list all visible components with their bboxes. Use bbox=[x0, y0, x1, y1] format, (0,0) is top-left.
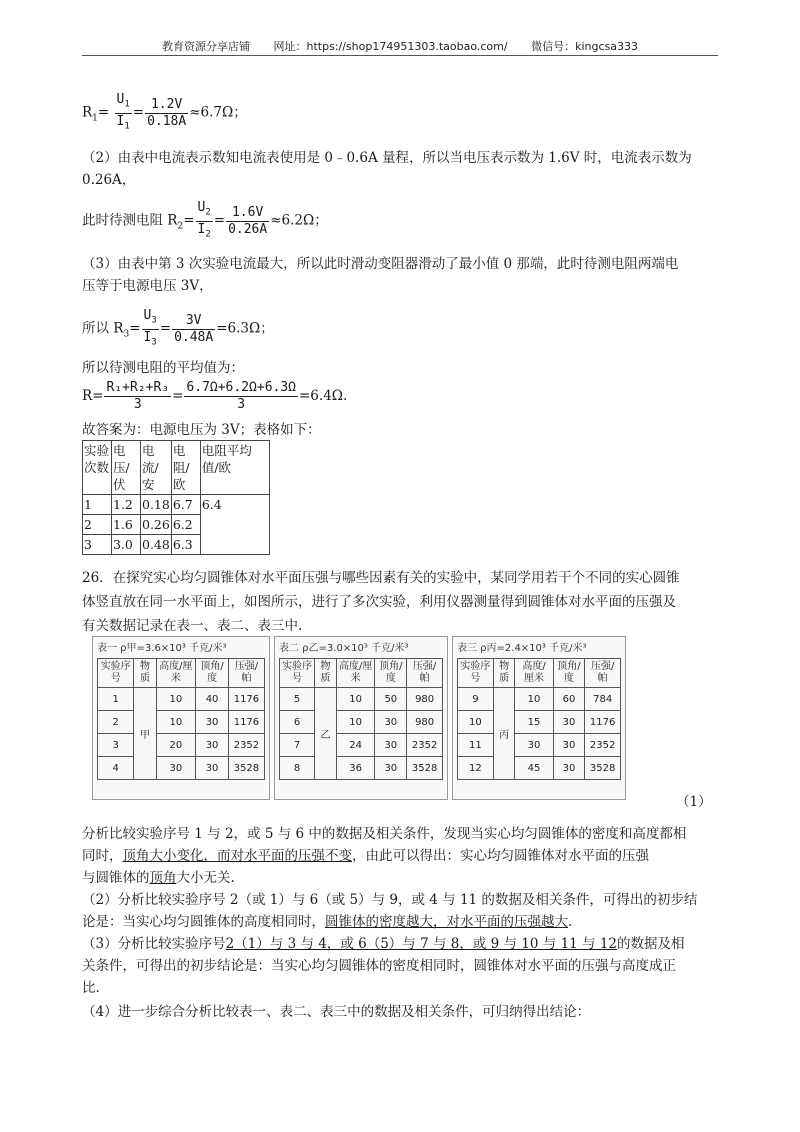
material-cell: 乙 bbox=[315, 688, 337, 780]
a1-line-1: 分析比较实验序号 1 与 2，或 5 与 6 中的数据及相关条件，发现当实心均匀圆锥体的密度和高度都相 bbox=[82, 826, 687, 842]
fraction-values: $\frac{1.2V}{0.18A}$ bbox=[147, 96, 187, 129]
cell: 30 bbox=[553, 711, 585, 734]
fraction: $\frac{U_2}{I_2}$ bbox=[197, 200, 211, 240]
cell: 1 bbox=[83, 495, 112, 515]
table-header-row bbox=[458, 659, 621, 688]
header-cell: 顶角/度 bbox=[553, 659, 585, 688]
answer-line: 故答案为：电源电压为 3V；表格如下： bbox=[82, 422, 321, 438]
table-row bbox=[458, 688, 621, 711]
wechat-id: 微信号：kingcsa333 bbox=[531, 40, 638, 53]
cell: 1176 bbox=[585, 711, 621, 734]
table-caption: 表二 ρ乙=3.0×10³ 千克/米³ bbox=[279, 643, 409, 654]
fraction: $\frac{U_3}{I_3}$ bbox=[143, 308, 157, 348]
fraction: $\frac{\text{R₁+R₂+R₃}}{3}$ bbox=[106, 380, 170, 412]
cell: 15 bbox=[515, 711, 553, 734]
material-cell: 甲 bbox=[134, 688, 156, 780]
header-cell: 物质 bbox=[134, 659, 156, 688]
cell: 9 bbox=[458, 688, 494, 711]
a1-line-3: 与圆锥体的顶角大小无关. bbox=[82, 870, 235, 886]
fraction-values: $\frac{3V}{0.48A}$ bbox=[174, 312, 214, 345]
a4-line: （4）进一步综合分析比较表一、表二、表三中的数据及相关条件，可归纳得出结论： bbox=[82, 1004, 591, 1020]
cell: 2 bbox=[98, 711, 134, 734]
cell: 10 bbox=[156, 711, 196, 734]
cell: 24 bbox=[336, 734, 375, 757]
table-header-row bbox=[83, 441, 270, 495]
fraction: $\frac{U_1}{I_1}$ bbox=[116, 92, 130, 132]
table-row bbox=[280, 757, 443, 780]
avg-cell: 6.4 bbox=[200, 495, 269, 555]
avg-line: 所以待测电阻的平均值为： bbox=[82, 360, 244, 376]
q26-line-1: 26．在探究实心均匀圆锥体对水平面压强与哪些因素有关的实验中，某同学用若干个不同的实心圆锥 bbox=[82, 570, 680, 586]
a3-line-2: 关条件，可得出的初步结论是：当实心均匀圆锥体的密度相同时，圆锥体对水平面的压强与高度成正 bbox=[82, 958, 676, 974]
calc-r1: $R_1=$ $\frac{U_1}{I_1}$ = $\frac{1.2V}{0.18A}$ ≈6.7Ω； bbox=[82, 92, 247, 134]
table-row bbox=[98, 711, 265, 734]
cell: 0.26 bbox=[141, 515, 172, 535]
cell: 10 bbox=[156, 688, 196, 711]
cell: 10 bbox=[458, 711, 494, 734]
cell: 1176 bbox=[228, 711, 264, 734]
answer-blank: 圆锥体的密度越大，对水平面的压强越大 bbox=[325, 914, 568, 930]
cell: 2352 bbox=[228, 734, 264, 757]
cell: 10 bbox=[336, 688, 375, 711]
table-header-row bbox=[98, 659, 265, 688]
cell: 10 bbox=[515, 688, 553, 711]
cell: 3528 bbox=[407, 757, 443, 780]
cell: 1 bbox=[98, 688, 134, 711]
header-rule bbox=[82, 55, 718, 56]
cell: 50 bbox=[375, 688, 407, 711]
shop-url: 网址：https://shop174951303.taobao.com/ bbox=[273, 40, 508, 53]
cell: 1.2 bbox=[112, 495, 141, 515]
header-cell: 实验次数 bbox=[83, 441, 112, 495]
cell: 45 bbox=[515, 757, 553, 780]
cell: 3528 bbox=[228, 757, 264, 780]
cell: 2352 bbox=[407, 734, 443, 757]
cell: 30 bbox=[553, 734, 585, 757]
table-row bbox=[98, 757, 265, 780]
cell: 60 bbox=[553, 688, 585, 711]
header-cell: 顶角/度 bbox=[196, 659, 229, 688]
cell: 1.6 bbox=[112, 515, 141, 535]
header-cell: 实验序号 bbox=[98, 659, 134, 688]
table-row bbox=[280, 734, 443, 757]
q26-line-2: 体竖直放在同一水平面上，如图所示，进行了多次实验，利用仪器测量得到圆锥体对水平面的压强及 bbox=[82, 594, 676, 610]
header-cell: 顶角/度 bbox=[375, 659, 407, 688]
header-cell: 物质 bbox=[315, 659, 337, 688]
calc-r2: 此时待测电阻 $R_2=$ $\frac{U_2}{I_2}$ = $\frac{1.6V}{0.26A}$ ≈6.2Ω； bbox=[82, 200, 328, 242]
answer-blank: 2（1）与 3 与 4，或 6（5）与 7 与 8，或 9 与 10 与 11 与 12 bbox=[225, 936, 618, 952]
a2-line-1: （2）分析比较实验序号 2（或 1）与 6（或 5）与 9，或 4 与 11 的数据及相关条件，可得出的初步结 bbox=[82, 892, 698, 908]
page-header bbox=[0, 38, 800, 54]
table-caption: 表三 ρ丙=2.4×10³ 千克/米³ bbox=[457, 643, 587, 654]
table-row bbox=[83, 495, 270, 515]
para-2b: 0.26A， bbox=[82, 172, 136, 188]
fraction-values: $\frac{1.6V}{0.26A}$ bbox=[228, 204, 268, 237]
cell: 30 bbox=[196, 757, 229, 780]
cell: 3 bbox=[98, 734, 134, 757]
cell: 30 bbox=[553, 757, 585, 780]
cell: 2 bbox=[83, 515, 112, 535]
cell: 0.18 bbox=[141, 495, 172, 515]
header-cell: 电流/安 bbox=[141, 441, 172, 495]
para-3: （3）由表中第 3 次实验电流最大，所以此时滑动变阻器滑动了最小值 0 那端，此时待测电阻两端电 bbox=[82, 256, 679, 272]
cell: 0.48 bbox=[141, 535, 172, 555]
cell: 20 bbox=[156, 734, 196, 757]
cell: 6 bbox=[280, 711, 315, 734]
table-row bbox=[280, 711, 443, 734]
table-row bbox=[98, 734, 265, 757]
cell: 30 bbox=[375, 711, 407, 734]
answer-blank: 顶角大小变化，而对水平面的压强不变 bbox=[122, 848, 352, 864]
cell: 1176 bbox=[228, 688, 264, 711]
answer-blank: 顶角 bbox=[149, 870, 177, 886]
table-row bbox=[280, 688, 443, 711]
cell: 5 bbox=[280, 688, 315, 711]
q26-line-3: 有关数据记录在表一、表二、表三中. bbox=[82, 618, 303, 634]
data-table-3 bbox=[452, 636, 626, 800]
cell: 36 bbox=[336, 757, 375, 780]
header-cell: 物质 bbox=[493, 659, 515, 688]
a1-line-2: 同时，顶角大小变化，而对水平面的压强不变，由此可以得出：实心均匀圆锥体对水平面的压强 bbox=[82, 848, 649, 864]
cell: 980 bbox=[407, 711, 443, 734]
table-row bbox=[98, 688, 265, 711]
header-cell: 电压/伏 bbox=[112, 441, 141, 495]
cell: 3 bbox=[83, 535, 112, 555]
a2-line-2: 论是：当实心均匀圆锥体的高度相同时，圆锥体的密度越大，对水平面的压强越大. bbox=[82, 914, 573, 930]
fig-mark: （1） bbox=[676, 794, 712, 810]
calc-avg: R= $\frac{\text{R₁+R₂+R₃}}{3}$ = $\frac{6.7\Omega+6.2\Omega+6.3\Omega}{3}$ =6.4Ω. bbox=[82, 380, 348, 412]
cell: 6.3 bbox=[171, 535, 200, 555]
cell: 7 bbox=[280, 734, 315, 757]
header-cell: 高度/厘米 bbox=[156, 659, 196, 688]
shop-name: 教育资源分享店铺 bbox=[162, 40, 250, 53]
header-cell: 压强/帕 bbox=[585, 659, 621, 688]
header-cell: 电阻平均值/欧 bbox=[200, 441, 269, 495]
table-row bbox=[458, 711, 621, 734]
data-table-2 bbox=[274, 636, 448, 800]
cell: 30 bbox=[515, 734, 553, 757]
table-caption: 表一 ρ甲=3.6×10³ 千克/米³ bbox=[97, 643, 227, 654]
header-cell: 高度/厘米 bbox=[515, 659, 553, 688]
data-table-1 bbox=[92, 636, 270, 800]
cell: 784 bbox=[585, 688, 621, 711]
cell: 3.0 bbox=[112, 535, 141, 555]
table-row bbox=[458, 734, 621, 757]
answer-table bbox=[82, 440, 270, 555]
cell: 10 bbox=[336, 711, 375, 734]
cell: 980 bbox=[407, 688, 443, 711]
table-header-row bbox=[280, 659, 443, 688]
cell: 30 bbox=[196, 711, 229, 734]
calc-r3: 所以 $R_3=$ $\frac{U_3}{I_3}$ = $\frac{3V}{0.48A}$ =6.3Ω； bbox=[82, 308, 274, 350]
material-cell: 丙 bbox=[493, 688, 515, 780]
header-cell: 压强/帕 bbox=[228, 659, 264, 688]
cell: 4 bbox=[98, 757, 134, 780]
a3-line-1: （3）分析比较实验序号2（1）与 3 与 4，或 6（5）与 7 与 8，或 9 与 10 与 11 与 12的数据及相 bbox=[82, 936, 685, 952]
cell: 30 bbox=[375, 734, 407, 757]
cell: 11 bbox=[458, 734, 494, 757]
cell: 30 bbox=[156, 757, 196, 780]
cell: 30 bbox=[196, 734, 229, 757]
cell: 6.7 bbox=[171, 495, 200, 515]
header-cell: 高度/厘米 bbox=[336, 659, 375, 688]
para-3b: 压等于电源电压 3V， bbox=[82, 278, 213, 294]
table-row bbox=[458, 757, 621, 780]
a3-line-3: 比. bbox=[82, 980, 100, 996]
fraction-values: $\frac{6.7\Omega+6.2\Omega+6.3\Omega}{3}$ bbox=[186, 380, 296, 412]
cell: 30 bbox=[375, 757, 407, 780]
header-cell: 实验序号 bbox=[458, 659, 494, 688]
cell: 3528 bbox=[585, 757, 621, 780]
cell: 40 bbox=[196, 688, 229, 711]
cell: 2352 bbox=[585, 734, 621, 757]
para-2: （2）由表中电流表示数知电流表使用是 0﹣0.6A 量程，所以当电压表示数为 1.6V 时，电流表示数为 bbox=[82, 150, 692, 166]
cell: 8 bbox=[280, 757, 315, 780]
header-cell: 实验序号 bbox=[280, 659, 315, 688]
cell: 6.2 bbox=[171, 515, 200, 535]
cell: 12 bbox=[458, 757, 494, 780]
header-cell: 压强/帕 bbox=[407, 659, 443, 688]
header-cell: 电阻/欧 bbox=[171, 441, 200, 495]
